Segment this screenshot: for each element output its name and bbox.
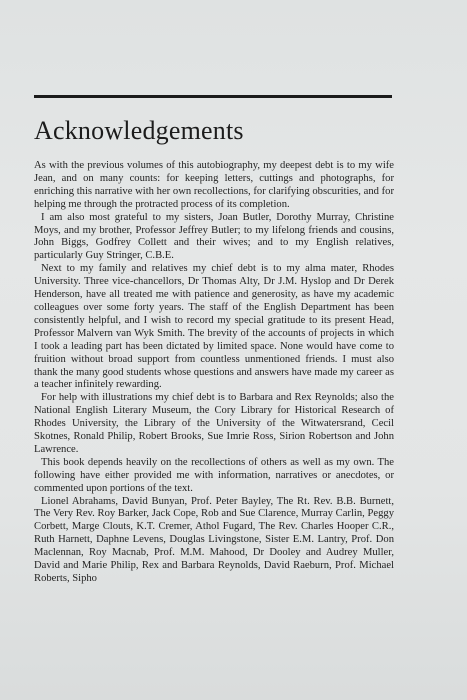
page-title: Acknowledgements — [34, 116, 244, 145]
paragraph-recollections: This book depends heavily on the recollections of others as well as my own. The following have either provided me with information, narratives or anecdotes, or commented upon portions of the text. — [34, 456, 394, 494]
paragraph-university: Next to my family and relatives my chief debt is to my alma mater, Rhodes University. Three vice-chancellors, Dr Thomas Alty, Dr J.M. Hyslop and Dr Derek Henderson, have all treated me with patience and generosity, as have my academic colleagues over some forty years. The staff of the English Department has been consistently helpful, and I wish to record my special gratitude to its present Head, Professor Malvern van Wyk Smith. The brevity of the accounts of projects in which I took a leading part has been dictated by limited space. None would have come to fruition without broad support from countless unmentioned friends. I must also thank the many good students whose questions and answers have made my career as a teacher infinitely rewarding. — [34, 263, 394, 391]
paragraph-contributors: Lionel Abrahams, David Bunyan, Prof. Peter Bayley, The Rt. Rev. B.B. Burnett, The Very Rev. Roy Barker, Jack Cope, Rob and Sue Clarence, Murray Carlin, Peggy Corbett, Marge Clouts, K.T. Cremer, Athol Fugard, The Rev. Charles Hooper C.R., Ruth Harnett, Daphne Levens, Douglas Livingstone, Sister E.M. Lantry, Prof. Don Maclennan, Roy Macnab, Prof. M.M. Mahood, Dr Dooley and Audrey Muller, David and Marie Philip, Rex and Barbara Reynolds, David Raeburn, Prof. Michael Roberts, Sipho — [34, 495, 394, 584]
body-text — [34, 160, 394, 586]
paragraph-family: As with the previous volumes of this autobiography, my deepest debt is to my wife Jean, and on many counts: for keeping letters, cuttings and photographs, for enriching this narrative with her own recollections, for clarifying obscurities, and for helping me through the protracted process of its completion. — [34, 160, 394, 210]
paragraph-relatives: I am also most grateful to my sisters, Joan Butler, Dorothy Murray, Christine Moys, and my brother, Professor Jeffrey Butler; to my lifelong friends and cousins, John Biggs, Godfrey Collett and their wives; and to my English relatives, particularly Guy Stringer, C.B.E. — [34, 211, 394, 262]
paragraph-illustrations: For help with illustrations my chief debt is to Barbara and Rex Reynolds; also the National English Literary Museum, the Cory Library for Historical Research of Rhodes University, the Library of the University of the Witwatersrand, Cecil Skotnes, Ronald Philip, Robert Brooks, Sue Imrie Ross, Sirion Robertson and John Lawrence. — [34, 392, 394, 455]
heading-rule — [34, 95, 392, 98]
